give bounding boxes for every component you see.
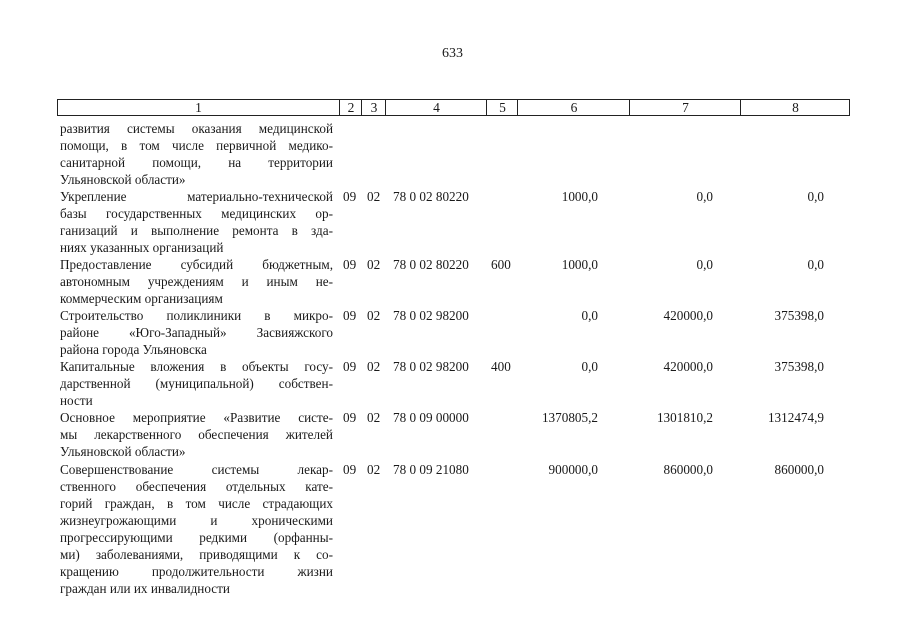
row-description <box>60 307 333 358</box>
target-article-code: 78 0 02 98200 <box>393 308 469 323</box>
description-line: ми) заболеваниями, приводящими к со- <box>60 547 333 562</box>
header-col-7: 7 <box>629 100 741 115</box>
description-line: дарственной (муниципальной) собствен- <box>60 376 333 391</box>
amount-col-7: 860000,0 <box>663 462 713 477</box>
header-col-3: 3 <box>361 100 386 115</box>
description-line: районе «Юго-Западный» Засвияжского <box>60 325 333 340</box>
header-col-5: 5 <box>486 100 518 115</box>
section-code: 09 <box>343 308 357 323</box>
amount-col-8: 860000,0 <box>774 462 824 477</box>
description-line: автономным учреждениям и иным не- <box>60 274 333 289</box>
amount-col-7: 0,0 <box>696 189 713 204</box>
description-line: развития системы оказания медицинской <box>60 121 333 136</box>
section-code: 09 <box>343 410 357 425</box>
row-description <box>60 358 333 409</box>
amount-col-8: 375398,0 <box>774 308 824 323</box>
amount-col-8: 0,0 <box>807 189 824 204</box>
description-line: кращению продолжительности жизни <box>60 564 333 579</box>
page-number: 633 <box>442 46 463 61</box>
description-line: ганизаций и выполнение ремонта в зда- <box>60 223 333 238</box>
description-line: ниях указанных организаций <box>60 240 224 255</box>
amount-col-7: 420000,0 <box>663 308 713 323</box>
subsection-code: 02 <box>367 359 381 374</box>
table-header <box>57 99 850 116</box>
amount-col-6: 900000,0 <box>548 462 598 477</box>
amount-col-8: 1312474,9 <box>767 410 824 425</box>
description-line: Ульяновской области» <box>60 444 186 459</box>
description-line: мы лекарственного обеспечения жителей <box>60 427 333 442</box>
amount-col-6: 1370805,2 <box>541 410 598 425</box>
header-col-8: 8 <box>740 100 850 115</box>
amount-col-7: 0,0 <box>696 257 713 272</box>
description-line: Ульяновской области» <box>60 172 186 187</box>
row-description <box>60 120 333 188</box>
subsection-code: 02 <box>367 308 381 323</box>
subsection-code: 02 <box>367 189 381 204</box>
header-col-4: 4 <box>385 100 487 115</box>
header-col-6: 6 <box>517 100 630 115</box>
description-line: Основное мероприятие «Развитие систе- <box>60 410 333 425</box>
description-line: Капитальные вложения в объекты госу- <box>60 359 333 374</box>
description-line: прогрессирующими редкими (орфанны- <box>60 530 333 545</box>
section-code: 09 <box>343 462 357 477</box>
header-col-2: 2 <box>339 100 362 115</box>
amount-col-7: 420000,0 <box>663 359 713 374</box>
description-line: Строительство поликлиники в микро- <box>60 308 333 323</box>
target-article-code: 78 0 02 98200 <box>393 359 469 374</box>
amount-col-6: 0,0 <box>581 359 598 374</box>
description-line: жизнеугрожающими и хроническими <box>60 513 333 528</box>
description-line: базы государственных медицинских ор- <box>60 206 333 221</box>
section-code: 09 <box>343 189 357 204</box>
description-line: санитарной помощи, на территории <box>60 155 333 170</box>
amount-col-8: 375398,0 <box>774 359 824 374</box>
description-line: помощи, в том числе первичной медико- <box>60 138 333 153</box>
description-line: Совершенствование системы лекар- <box>60 462 333 477</box>
target-article-code: 78 0 09 00000 <box>393 410 469 425</box>
target-article-code: 78 0 02 80220 <box>393 189 469 204</box>
description-line: Укрепление материально-технической <box>60 189 333 204</box>
amount-col-8: 0,0 <box>807 257 824 272</box>
header-col-1: 1 <box>195 100 202 115</box>
description-line: ственного обеспечения отдельных кате- <box>60 479 333 494</box>
amount-col-6: 1000,0 <box>561 189 598 204</box>
amount-col-6: 0,0 <box>581 308 598 323</box>
row-description <box>60 409 333 460</box>
description-line: ности <box>60 393 93 408</box>
description-line: граждан или их инвалидности <box>60 581 230 596</box>
description-line: коммерческим организациям <box>60 291 223 306</box>
expense-type-code: 400 <box>491 359 511 374</box>
amount-col-7: 1301810,2 <box>656 410 713 425</box>
row-description <box>60 188 333 256</box>
row-description <box>60 256 333 307</box>
target-article-code: 78 0 09 21080 <box>393 462 469 477</box>
subsection-code: 02 <box>367 410 381 425</box>
amount-col-6: 1000,0 <box>561 257 598 272</box>
subsection-code: 02 <box>367 257 381 272</box>
subsection-code: 02 <box>367 462 381 477</box>
section-code: 09 <box>343 359 357 374</box>
description-line: района города Ульяновска <box>60 342 207 357</box>
row-description <box>60 461 333 597</box>
section-code: 09 <box>343 257 357 272</box>
target-article-code: 78 0 02 80220 <box>393 257 469 272</box>
description-line: горий граждан, в том числе страдающих <box>60 496 333 511</box>
description-line: Предоставление субсидий бюджетным, <box>60 257 333 272</box>
expense-type-code: 600 <box>491 257 511 272</box>
